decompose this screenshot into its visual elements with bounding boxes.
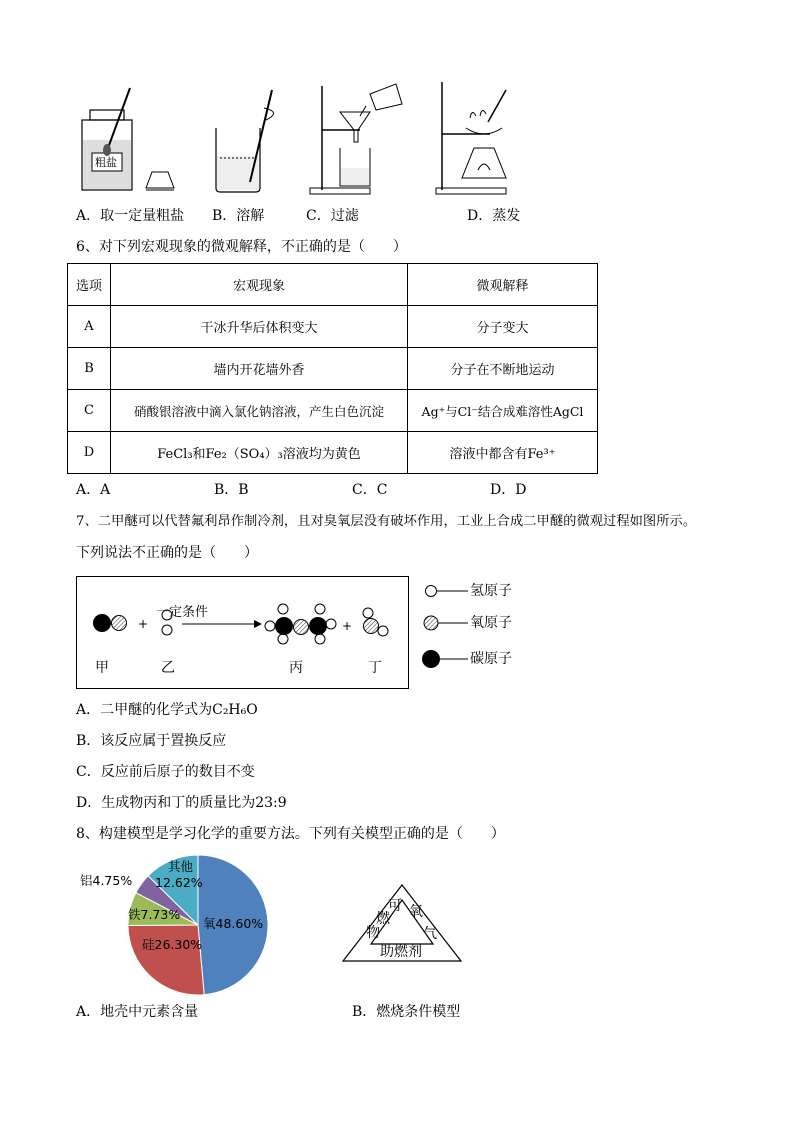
- table-cell: 溶液中都含有Fe³⁺: [408, 432, 598, 474]
- pie-data-label: 铝4.75%: [80, 873, 133, 888]
- triangle-base-label: 助燃剂: [380, 944, 422, 960]
- pie-data-label: 其他: [168, 859, 194, 874]
- table-cell: 墙内开花墙外香: [111, 348, 408, 390]
- species-label-jia: 甲: [95, 660, 109, 676]
- dimethyl-ether-molecule-icon: [265, 604, 336, 644]
- pie-slice-硅: [128, 925, 204, 995]
- q7-option-a: A．二甲醚的化学式为C₂H₆O: [76, 702, 258, 718]
- q6-choice-d: D．D: [490, 482, 527, 498]
- q7-stem-line2: 下列说法不正确的是（ ）: [76, 545, 258, 561]
- table-cell: FeCl₃和Fe₂（SO₄）₃溶液均为黄色: [111, 432, 408, 474]
- q7-option-c: C．反应前后原子的数目不变: [76, 764, 255, 780]
- hydrogen-atom-icon: [426, 586, 437, 597]
- table-header-row: [68, 264, 598, 306]
- triangle-char-ke: 可: [388, 898, 402, 914]
- evaporation-icon: [436, 82, 506, 194]
- triangle-char-ran: 燃: [376, 911, 390, 927]
- legend-oxygen: 氧原子: [470, 615, 512, 631]
- triangle-char-yang: 氧: [409, 904, 423, 920]
- jar-icon: [82, 88, 174, 190]
- table-cell: 分子变大: [408, 306, 598, 348]
- carbon-atom-icon: [422, 650, 440, 668]
- species-label-bing: 丙: [289, 660, 303, 676]
- pie-data-label: 硅26.30%: [142, 937, 203, 952]
- jar-label: 粗盐: [95, 156, 117, 169]
- arrow-head-icon: [254, 620, 262, 628]
- q5-option-a: A．取一定量粗盐: [76, 208, 185, 224]
- filtration-icon: [310, 84, 402, 194]
- table-cell: C: [68, 390, 111, 432]
- table-cell: A: [68, 306, 111, 348]
- pie-data-label: 12.62%: [155, 875, 203, 890]
- q8-option-a: A．地壳中元素含量: [76, 1004, 199, 1020]
- q6-choice-a: A．A: [76, 482, 111, 498]
- table-cell: 硝酸银溶液中滴入氯化钠溶液，产生白色沉淀: [111, 390, 408, 432]
- q6-choice-b: B．B: [214, 482, 249, 498]
- q5-apparatus-figure: [70, 78, 530, 198]
- table-row: [68, 390, 598, 432]
- table-cell: Ag⁺与Cl⁻结合成难溶性AgCl: [408, 390, 598, 432]
- pie-data-label: 氧48.60%: [203, 916, 264, 931]
- table-row: [68, 348, 598, 390]
- table-cell: 分子在不断地运动: [408, 348, 598, 390]
- beaker-icon: [216, 90, 274, 192]
- table-row: [68, 432, 598, 474]
- q7-stem-line1: 7、二甲醚可以代替氟利昂作制冷剂，且对臭氧层没有破坏作用，工业上合成二甲醚的微观过程如图所示。: [76, 514, 697, 529]
- triangle-char-qi: 气: [423, 926, 437, 942]
- species-label-yi: 乙: [161, 660, 175, 676]
- legend-carbon: 碳原子: [470, 651, 512, 667]
- q5-option-d: D．蒸发: [467, 208, 521, 224]
- legend-hydrogen: 氢原子: [470, 583, 512, 599]
- q7-option-b: B．该反应属于置换反应: [76, 733, 227, 749]
- table-header: 选项: [68, 264, 111, 306]
- species-label-ding: 丁: [368, 660, 382, 676]
- svg-text:+: +: [342, 619, 353, 633]
- svg-text:+: +: [138, 617, 149, 631]
- crust-element-pie-chart: [70, 848, 290, 998]
- oxygen-atom-icon: [424, 616, 438, 630]
- co-molecule-icon: [93, 614, 127, 632]
- water-molecule-icon: [363, 608, 388, 636]
- pie-data-label: 铁7.73%: [128, 907, 181, 922]
- table-cell: 干冰升华后体积变大: [111, 306, 408, 348]
- q7-option-d: D．生成物丙和丁的质量比为23:9: [76, 795, 287, 811]
- q6-table: [67, 263, 598, 474]
- q5-option-b: B．溶解: [212, 208, 265, 224]
- q6-choice-c: C．C: [352, 482, 388, 498]
- reaction-condition: 一定条件: [156, 605, 209, 620]
- table-header: 宏观现象: [111, 264, 408, 306]
- triangle-char-wu: 物: [366, 925, 380, 941]
- q5-option-c: C．过滤: [306, 208, 359, 224]
- q6-stem: 6、对下列宏观现象的微观解释，不正确的是（ ）: [76, 239, 407, 255]
- table-row: [68, 306, 598, 348]
- table-cell: D: [68, 432, 111, 474]
- table-cell: B: [68, 348, 111, 390]
- table-header: 微观解释: [408, 264, 598, 306]
- q8-option-b: B．燃烧条件模型: [352, 1004, 461, 1020]
- q7-reaction-diagram: [76, 576, 409, 689]
- q8-stem: 8、构建模型是学习化学的重要方法。下列有关模型正确的是（ ）: [76, 826, 505, 842]
